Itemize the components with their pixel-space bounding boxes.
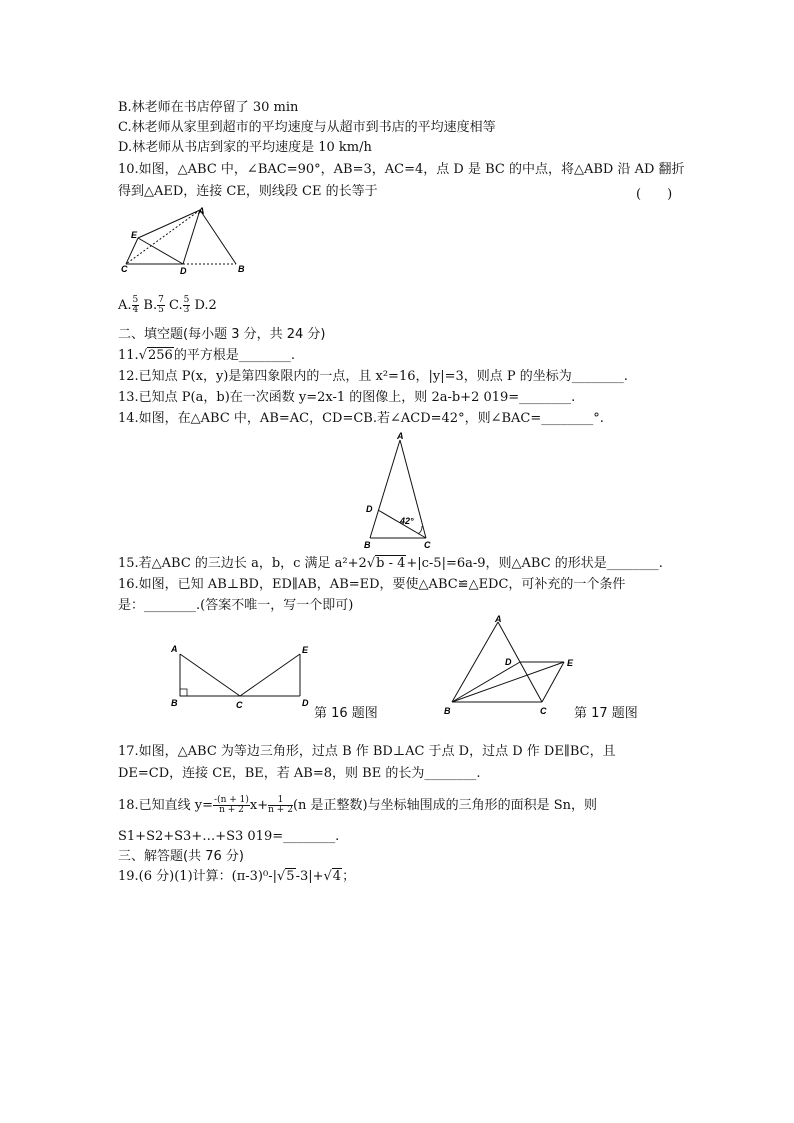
figure-q17: [440, 614, 580, 718]
label-d: D: [302, 698, 309, 708]
label-d: D: [366, 504, 373, 514]
label-a: A: [397, 431, 404, 441]
option-d-text: D.林老师从书店到家的平均速度是 10 km/h: [118, 140, 372, 155]
option-b-text: B.林老师在书店停留了 30 min: [118, 100, 299, 115]
question-14: 14.如图，在△ABC 中，AB=AC，CD=CB.若∠ACD=42°，则∠BAC=________°.: [118, 411, 604, 426]
section-3-heading: 三、解答题(共 76 分): [118, 849, 244, 864]
fraction-c: $\frac{5}{3}$: [183, 295, 190, 315]
label-b: B: [238, 264, 245, 274]
question-13: 13.已知点 P(a，b)在一次函数 y=2x-1 的图像上，则 2a-b+2 019=________.: [118, 390, 576, 405]
label-c: C: [540, 706, 547, 716]
question-17-line1: 17.如图，△ABC 为等边三角形，过点 B 作 BD⊥AC 于点 D，过点 D 作 DE∥BC，且: [118, 744, 616, 759]
label-e: E: [567, 658, 574, 668]
label-b: B: [364, 540, 371, 550]
label-d: D: [180, 266, 187, 276]
caption-17: 第 17 题图: [574, 706, 638, 721]
question-15: 15.若△ABC 的三边长 a，b，c 满足 a²+2√b - 4+|c-5|=6a-9，则△ABC 的形状是________.: [118, 556, 663, 571]
answer-paren: ( ): [636, 187, 673, 202]
fraction-slope: $\frac{-(n + 1)}{n + 2}$: [214, 795, 249, 815]
question-18-line1: 18.已知直线 y= $\frac{-(n + 1)}{n + 2}$ x+ $\frac{1}{n + 2}$ (n 是正整数)与坐标轴围成的三角形的面积是 Sn，则: [118, 795, 597, 815]
question-10-line2: 得到△AED，连接 CE，则线段 CE 的长等于: [118, 184, 378, 199]
figure-q10: [118, 202, 258, 280]
label-c: C: [236, 700, 243, 710]
label-e: E: [302, 645, 309, 655]
question-19: 19.(6 分)(1)计算：(π-3)⁰-|√5-3|+√4；: [118, 869, 356, 884]
label-e: E: [131, 230, 138, 240]
label-b: B: [171, 698, 178, 708]
label-c: C: [424, 540, 431, 550]
option-c-text: C.林老师从家里到超市的平均速度与从超市到书店的平均速度相等: [118, 120, 496, 135]
question-16-line1: 16.如图，已知 AB⊥BD，ED∥AB，AB=ED，要使△ABC≌△EDC，可补充的一个条件: [118, 577, 626, 592]
question-10-line1: 10.如图，△ABC 中，∠BAC=90°，AB=3，AC=4，点 D 是 BC 的中点，将△ABD 沿 AD 翻折: [118, 162, 685, 177]
section-2-heading: 二、填空题(每小题 3 分，共 24 分): [118, 327, 326, 342]
figure-q16: [166, 640, 316, 716]
question-18-line2: S1+S2+S3+…+S3 019=________.: [118, 829, 340, 844]
question-12: 12.已知点 P(x，y)是第四象限内的一点，且 x²=16，|y|=3，则点 P 的坐标为________.: [118, 369, 628, 384]
caption-16: 第 16 题图: [314, 706, 378, 721]
fraction-b: $\frac{7}{5}$: [158, 295, 164, 315]
label-a: A: [495, 614, 502, 624]
label-angle: 42°: [400, 516, 414, 526]
question-10-options: A. $\frac{5}{4}$ B. $\frac{7}{5}$ C. $\frac{5}{3}$ D.2: [118, 295, 217, 315]
question-11: 11.√256的平方根是________.: [118, 348, 295, 363]
label-a: A: [198, 206, 205, 216]
fraction-intercept: $\frac{1}{n + 2}$: [268, 795, 293, 815]
label-c: C: [121, 264, 128, 274]
label-d: D: [505, 657, 512, 667]
fraction-a: $\frac{5}{4}$: [132, 295, 139, 315]
label-a: A: [171, 644, 178, 654]
question-16-line2: 是：________.(答案不唯一，写一个即可): [118, 598, 354, 613]
question-17-line2: DE=CD，连接 CE，BE，若 AB=8，则 BE 的长为________.: [118, 766, 481, 781]
label-b: B: [444, 706, 451, 716]
figure-q14: [362, 430, 442, 552]
